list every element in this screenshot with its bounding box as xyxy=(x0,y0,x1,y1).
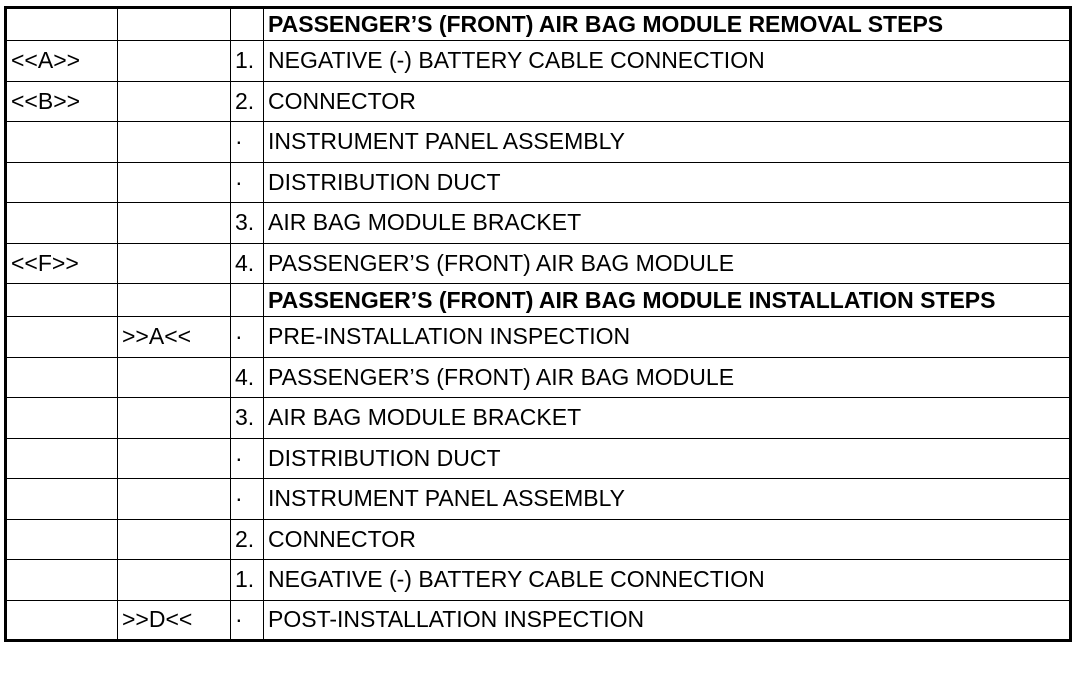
removal-ref-cell: <<F>> xyxy=(6,243,118,284)
removal-ref-cell xyxy=(6,357,118,398)
step-description-cell: CONNECTOR xyxy=(264,519,1071,560)
table-row xyxy=(6,519,1071,560)
step-number-cell xyxy=(231,284,264,317)
step-number-cell: · xyxy=(231,162,264,203)
table-row xyxy=(6,438,1071,479)
step-number-cell: 1. xyxy=(231,41,264,82)
table-row xyxy=(6,122,1071,163)
step-number-cell: · xyxy=(231,317,264,358)
installation-ref-cell: >>A<< xyxy=(118,317,231,358)
step-description-cell: POST-INSTALLATION INSPECTION xyxy=(264,600,1071,641)
installation-ref-cell xyxy=(118,560,231,601)
section-heading-row xyxy=(6,284,1071,317)
step-number-cell: · xyxy=(231,600,264,641)
step-description-cell: INSTRUMENT PANEL ASSEMBLY xyxy=(264,122,1071,163)
removal-ref-cell xyxy=(6,560,118,601)
step-description-cell: AIR BAG MODULE BRACKET xyxy=(264,398,1071,439)
procedure-table xyxy=(4,6,1072,642)
step-description-cell: DISTRIBUTION DUCT xyxy=(264,438,1071,479)
installation-ref-cell xyxy=(118,8,231,41)
step-number-cell: 4. xyxy=(231,357,264,398)
step-description-cell: NEGATIVE (-) BATTERY CABLE CONNECTION xyxy=(264,560,1071,601)
table-row xyxy=(6,317,1071,358)
installation-ref-cell xyxy=(118,162,231,203)
table-row xyxy=(6,243,1071,284)
removal-ref-cell xyxy=(6,122,118,163)
step-number-cell: · xyxy=(231,479,264,520)
removal-ref-cell xyxy=(6,203,118,244)
section-heading-cell: PASSENGER’S (FRONT) AIR BAG MODULE INSTALLATION STEPS xyxy=(264,284,1071,317)
installation-ref-cell xyxy=(118,203,231,244)
step-description-cell: INSTRUMENT PANEL ASSEMBLY xyxy=(264,479,1071,520)
removal-ref-cell xyxy=(6,317,118,358)
table-row xyxy=(6,162,1071,203)
removal-ref-cell xyxy=(6,519,118,560)
removal-ref-cell: <<B>> xyxy=(6,81,118,122)
section-heading-row xyxy=(6,8,1071,41)
installation-ref-cell xyxy=(118,41,231,82)
step-description-cell: PASSENGER’S (FRONT) AIR BAG MODULE xyxy=(264,243,1071,284)
table-row xyxy=(6,81,1071,122)
table-row xyxy=(6,479,1071,520)
installation-ref-cell xyxy=(118,357,231,398)
installation-ref-cell xyxy=(118,519,231,560)
table-row xyxy=(6,203,1071,244)
step-description-cell: PRE-INSTALLATION INSPECTION xyxy=(264,317,1071,358)
removal-ref-cell xyxy=(6,8,118,41)
procedure-table-body xyxy=(6,8,1071,641)
step-description-cell: AIR BAG MODULE BRACKET xyxy=(264,203,1071,244)
removal-ref-cell xyxy=(6,479,118,520)
installation-ref-cell xyxy=(118,398,231,439)
step-number-cell: · xyxy=(231,438,264,479)
removal-ref-cell: <<A>> xyxy=(6,41,118,82)
table-row xyxy=(6,398,1071,439)
step-number-cell: · xyxy=(231,122,264,163)
installation-ref-cell xyxy=(118,438,231,479)
installation-ref-cell xyxy=(118,479,231,520)
table-row xyxy=(6,600,1071,641)
step-description-cell: PASSENGER’S (FRONT) AIR BAG MODULE xyxy=(264,357,1071,398)
removal-ref-cell xyxy=(6,162,118,203)
step-number-cell: 4. xyxy=(231,243,264,284)
step-description-cell: NEGATIVE (-) BATTERY CABLE CONNECTION xyxy=(264,41,1071,82)
table-row xyxy=(6,41,1071,82)
step-number-cell: 3. xyxy=(231,203,264,244)
step-number-cell: 3. xyxy=(231,398,264,439)
section-heading-cell: PASSENGER’S (FRONT) AIR BAG MODULE REMOVAL STEPS xyxy=(264,8,1071,41)
installation-ref-cell xyxy=(118,284,231,317)
step-number-cell xyxy=(231,8,264,41)
table-row xyxy=(6,560,1071,601)
step-description-cell: DISTRIBUTION DUCT xyxy=(264,162,1071,203)
installation-ref-cell xyxy=(118,81,231,122)
step-number-cell: 2. xyxy=(231,519,264,560)
step-description-cell: CONNECTOR xyxy=(264,81,1071,122)
step-number-cell: 1. xyxy=(231,560,264,601)
removal-ref-cell xyxy=(6,398,118,439)
installation-ref-cell: >>D<< xyxy=(118,600,231,641)
installation-ref-cell xyxy=(118,243,231,284)
removal-ref-cell xyxy=(6,600,118,641)
step-number-cell: 2. xyxy=(231,81,264,122)
installation-ref-cell xyxy=(118,122,231,163)
table-row xyxy=(6,357,1071,398)
removal-ref-cell xyxy=(6,438,118,479)
removal-ref-cell xyxy=(6,284,118,317)
